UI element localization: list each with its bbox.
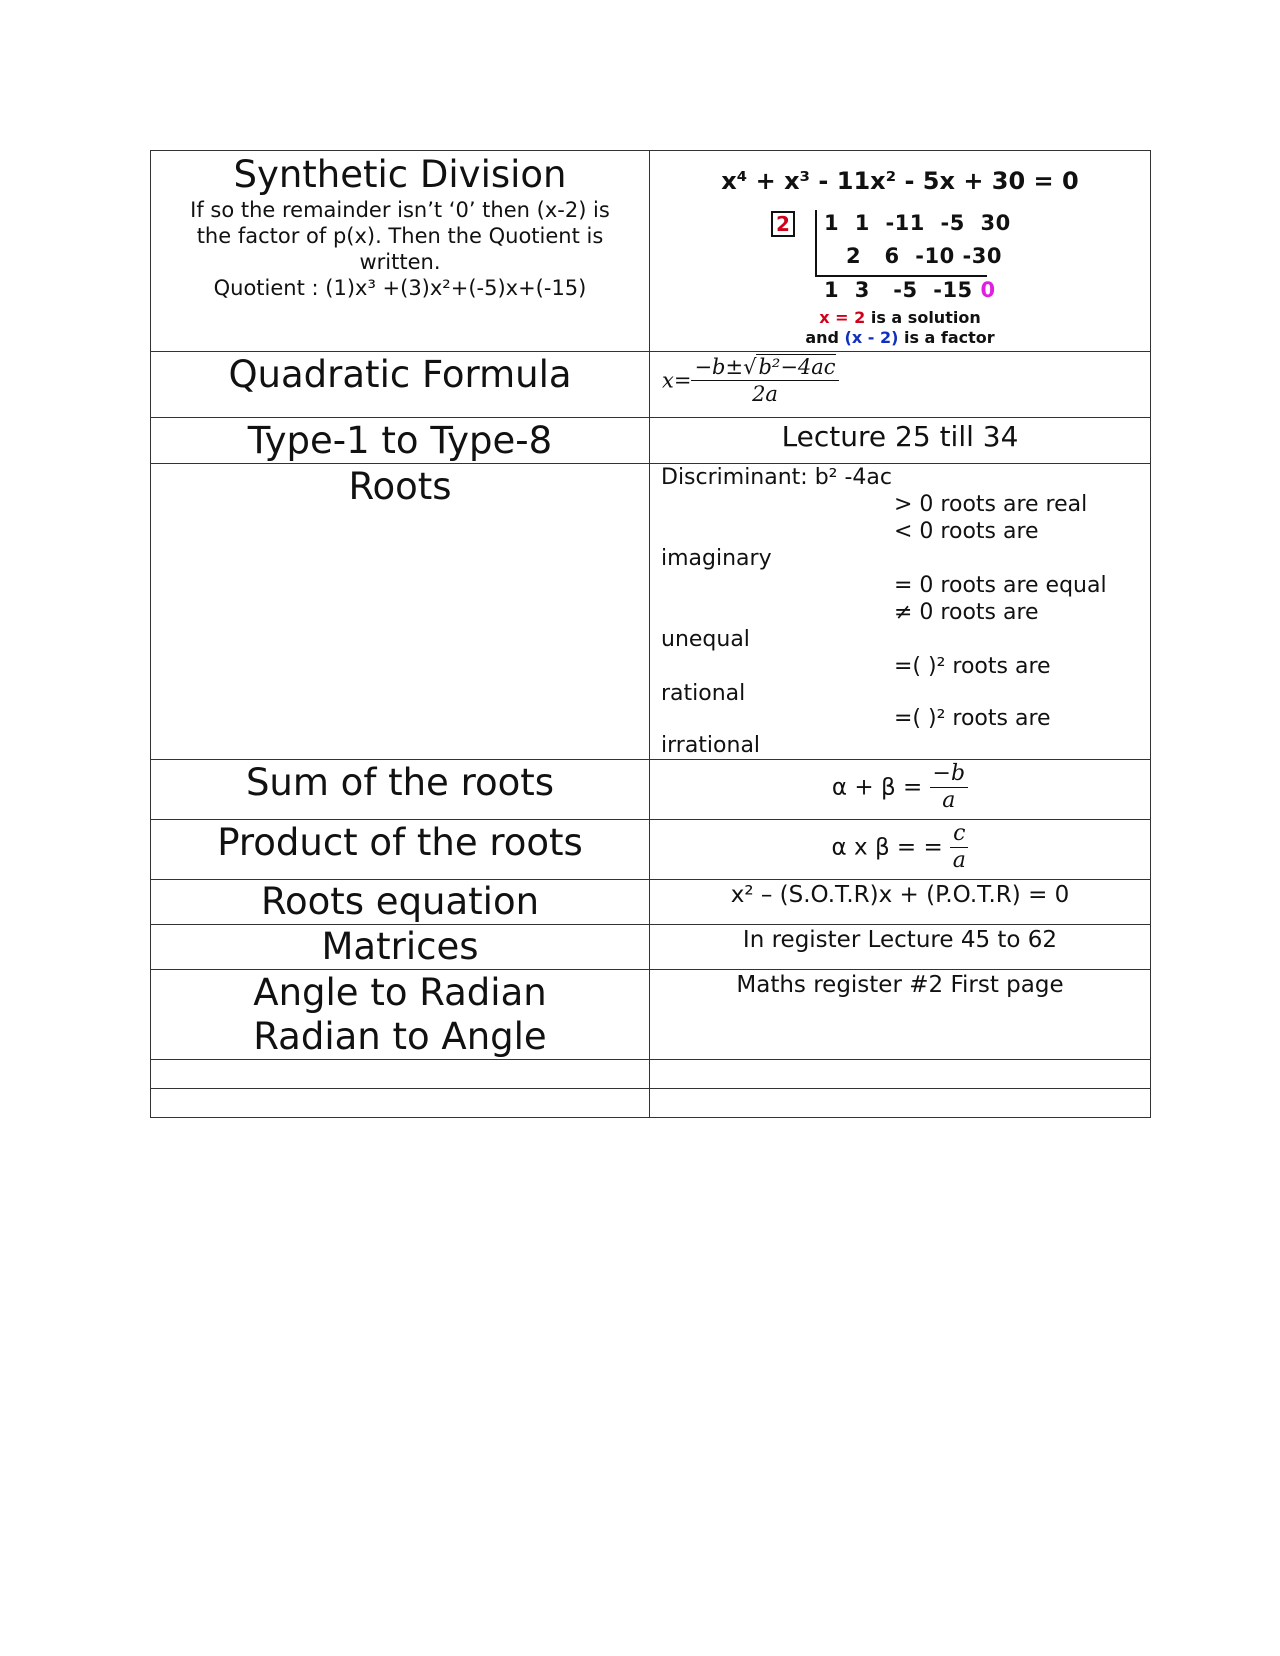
remainder-value: 0: [980, 278, 996, 302]
factor-text: is a factor: [898, 328, 995, 347]
product-title: Product of the roots: [217, 821, 583, 864]
sum-numerator: −b: [930, 761, 969, 788]
division-vertical-line: [815, 210, 817, 276]
roots-equation-value-cell: [650, 880, 1151, 925]
discriminant-case-4-cont: [661, 626, 1150, 653]
roots-cell: [151, 464, 650, 760]
product-row: 2 6 -10 -30: [846, 244, 1002, 268]
types-title: Type-1 to Type-8: [247, 419, 553, 462]
factor-prefix: and: [805, 328, 845, 347]
matrices-value-cell: [650, 925, 1151, 970]
discriminant-case-6: [661, 705, 1150, 732]
row-synthetic-division: [151, 151, 1151, 352]
product-fraction: [950, 821, 968, 874]
case-real: > 0 roots are real: [894, 492, 1088, 517]
product-expression: [650, 821, 1150, 874]
matrices-title: Matrices: [321, 925, 479, 968]
sum-denominator: a: [942, 788, 956, 813]
solution-text: is a solution: [865, 308, 981, 327]
quadratic-formula-title: Quadratic Formula: [228, 353, 572, 396]
discriminant-heading-line: [661, 464, 1150, 491]
types-value: Lecture 25 till 34: [781, 420, 1019, 453]
empty-cell: [151, 1060, 650, 1089]
types-cell: [151, 418, 650, 464]
synthetic-text-line-2: the factor of p(x). Then the Quotient is: [196, 224, 604, 248]
synthetic-division-title: Synthetic Division: [233, 153, 567, 196]
quadratic-numerator-sign: −b±√: [694, 355, 757, 379]
matrices-value: In register Lecture 45 to 62: [742, 927, 1058, 953]
synthetic-division-cell: [151, 151, 650, 352]
sum-lhs: α + β =: [831, 774, 923, 801]
case-rational-cont: rational: [661, 681, 746, 706]
solution-value: x = 2: [819, 308, 866, 327]
row-angle-radian: [151, 970, 1151, 1060]
empty-cell: [650, 1089, 1151, 1118]
row-roots-equation: [151, 880, 1151, 925]
quadratic-numerator: [691, 354, 838, 381]
row-roots: [151, 464, 1151, 760]
discriminant-case-5-cont: [661, 680, 1150, 707]
polynomial-equation: x⁴ + x³ - 11x² - 5x + 30 = 0: [721, 167, 1079, 195]
synthetic-division-example-cell: [650, 151, 1151, 352]
row-types: [151, 418, 1151, 464]
divisor-box: 2: [771, 211, 795, 237]
discriminant-label: Discriminant: b² -4ac: [661, 465, 892, 490]
discriminant-case-5: [661, 653, 1150, 680]
formula-table: [150, 150, 1151, 1118]
product-numerator: c: [950, 821, 968, 848]
angle-value: Maths register #2 First page: [736, 972, 1064, 998]
case-imaginary-cont: imaginary: [661, 546, 772, 571]
case-equal: = 0 roots are equal: [894, 573, 1107, 598]
angle-value-cell: [650, 970, 1151, 1060]
empty-row-1: [151, 1060, 1151, 1089]
coefficient-row: 1 1 -11 -5 30: [824, 211, 1011, 235]
product-cell: [151, 820, 650, 880]
product-value-cell: [650, 820, 1151, 880]
discriminant-case-4: [661, 599, 1150, 626]
quotient-coefficients: 1 3 -5 -15: [824, 278, 981, 302]
case-irrational: =( )² roots are: [894, 706, 1051, 731]
roots-value-cell: [650, 464, 1151, 760]
matrices-cell: [151, 925, 650, 970]
discriminant-block: [650, 464, 1150, 759]
case-irrational-cont: irrational: [661, 733, 761, 758]
roots-title: Roots: [348, 465, 452, 508]
angle-title-line-1: Angle to Radian: [253, 971, 547, 1014]
case-unequal: ≠ 0 roots are: [894, 600, 1039, 625]
roots-equation-cell: [151, 880, 650, 925]
roots-equation-title: Roots equation: [260, 880, 540, 923]
empty-cell: [151, 1089, 650, 1118]
row-quadratic-formula: [151, 352, 1151, 418]
discriminant-case-2-cont: [661, 545, 1150, 572]
case-unequal-cont: unequal: [661, 627, 750, 652]
types-value-cell: [650, 418, 1151, 464]
solution-line: [650, 308, 1150, 327]
synthetic-text-line-3: written.: [359, 250, 441, 274]
discriminant-case-6-cont: [661, 732, 1150, 759]
angle-cell: [151, 970, 650, 1060]
case-imaginary: < 0 roots are: [894, 519, 1039, 544]
division-horizontal-line: [815, 275, 987, 277]
empty-row-2: [151, 1089, 1151, 1118]
factor-line: [650, 328, 1150, 347]
row-sum-of-roots: [151, 760, 1151, 820]
product-denominator: a: [952, 848, 966, 873]
synthetic-quotient: Quotient : (1)x³ +(3)x²+(-5)x+(-15): [213, 276, 587, 300]
sum-title: Sum of the roots: [245, 761, 555, 804]
synthetic-text-line-1: If so the remainder isn’t ‘0’ then (x-2) is: [190, 198, 610, 222]
discriminant-case-1: [661, 491, 1150, 518]
case-rational: =( )² roots are: [894, 654, 1051, 679]
product-lhs: α x β = =: [831, 834, 943, 861]
discriminant-case-3: [661, 572, 1150, 599]
empty-cell: [650, 1060, 1151, 1089]
factor-value: (x - 2): [844, 328, 899, 347]
quadratic-lhs: x=: [662, 368, 692, 393]
quadratic-fraction: [691, 354, 838, 407]
sum-expression: [650, 761, 1150, 814]
result-row: [824, 278, 996, 302]
quadratic-formula-value-cell: [650, 352, 1151, 418]
discriminant-case-2: [661, 518, 1150, 545]
sum-fraction: [930, 761, 969, 814]
synthetic-division-diagram: [650, 151, 1150, 351]
quadratic-formula-expression: [650, 352, 1150, 407]
sum-value-cell: [650, 760, 1151, 820]
quadratic-radicand: b²−4ac: [758, 355, 836, 379]
quadratic-formula-cell: [151, 352, 650, 418]
row-matrices: [151, 925, 1151, 970]
angle-title-line-2: Radian to Angle: [253, 1015, 547, 1058]
sum-cell: [151, 760, 650, 820]
quadratic-denominator: 2a: [752, 382, 778, 406]
row-product-of-roots: [151, 820, 1151, 880]
roots-equation-value: x² – (S.O.T.R)x + (P.O.T.R) = 0: [730, 882, 1070, 908]
